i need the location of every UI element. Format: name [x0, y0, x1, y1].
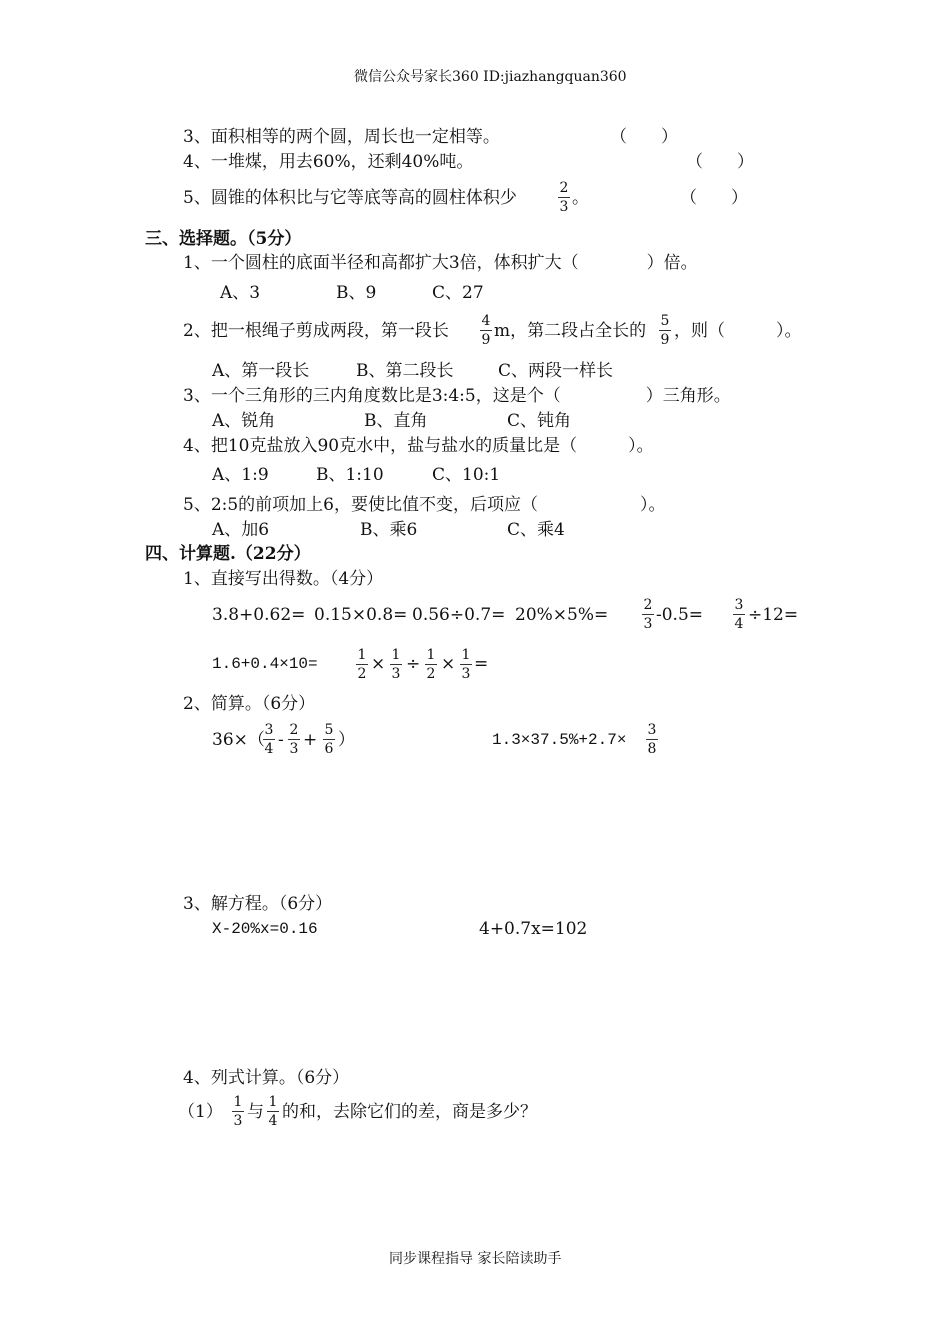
choice-q4: 4、把10克盐放入90克水中，盐与盐水的质量比是（ ）。: [183, 436, 654, 456]
choice-q2-opt-b: B、第二段长: [356, 361, 454, 381]
calc-s4-title: 4、列式计算。（6分）: [183, 1068, 350, 1088]
choice-q1-opt-a: A、3: [220, 283, 261, 303]
judge-q5: 5、圆锥的体积比与它等底等高的圆柱体积少: [183, 188, 517, 208]
calc-s1-item-8-fraction-3: 1 2: [426, 647, 436, 682]
section-choice-title: 三、选择题。（5分）: [145, 229, 302, 249]
calc-s3-a: X-20%x=0.16: [212, 920, 318, 938]
section-calc-title: 四、计算题.（22分）: [145, 544, 311, 564]
choice-q2-tail: ，则（ ）。: [674, 321, 802, 341]
calc-s1-item-6: ÷12=: [748, 605, 799, 625]
choice-q2-opt-a: A、第一段长: [212, 361, 310, 381]
calc-s1-item-8-fraction-4: 1 3: [461, 647, 471, 682]
calc-s3-title: 3、解方程。（6分）: [183, 894, 333, 914]
choice-q2-opt-c: C、两段一样长: [498, 361, 614, 381]
calc-s2-a-op-3: ）: [338, 730, 355, 750]
judge-q5-tail: 。: [572, 188, 589, 208]
calc-s1-item-1: 3.8+0.62=: [212, 605, 306, 625]
calc-s2-a-fraction-2: 2 3: [289, 722, 299, 757]
choice-q3-opt-b: B、直角: [364, 411, 428, 431]
calc-s2-b-fraction: 3 8: [647, 722, 657, 757]
calc-s2-title: 2、简算。（6分）: [183, 694, 316, 714]
calc-s2-a-fraction-3: 5 6: [324, 722, 334, 757]
choice-q5: 5、2:5的前项加上6，要使比值不变，后项应（ ）。: [183, 495, 666, 515]
calc-s1-item-5-fraction: 2 3: [643, 597, 653, 632]
calc-s1-item-8-op-2: ÷: [406, 654, 421, 674]
calc-s1-item-8-op-1: ×: [371, 654, 386, 674]
calc-s1-item-8-op-3: ×: [441, 654, 456, 674]
calc-s1-item-3: 0.56÷0.7=: [412, 605, 506, 625]
calc-s1-item-7: 1.6+0.4×10=: [212, 655, 318, 673]
choice-q5-opt-c: C、乘4: [507, 520, 565, 540]
calc-s1-item-8-fraction-2: 1 3: [391, 647, 401, 682]
choice-q2-mid: m，第二段占全长的: [494, 321, 647, 341]
calc-s4-a-fraction-2: 1 4: [268, 1094, 278, 1129]
calc-s1-item-5: -0.5=: [656, 605, 704, 625]
choice-q3: 3、一个三角形的三内角度数比是3:4:5，这是个（ ）三角形。: [183, 386, 731, 406]
choice-q1: 1、一个圆柱的底面半径和高都扩大3倍，体积扩大（ ）倍。: [183, 253, 698, 273]
calc-s4-a-fraction-1: 1 3: [233, 1094, 243, 1129]
choice-q3-opt-c: C、钝角: [507, 411, 572, 431]
calc-s4-a-mid: 与: [247, 1102, 264, 1122]
choice-q1-opt-c: C、27: [432, 283, 484, 303]
choice-q4-opt-b: B、1:10: [316, 465, 384, 485]
judge-q5-fraction: 2 3: [559, 180, 569, 215]
calc-s2-a-pre: 36×（: [212, 730, 265, 750]
choice-q1-opt-b: B、9: [336, 283, 377, 303]
calc-s1-item-2: 0.15×0.8=: [314, 605, 408, 625]
calc-s1-item-8-op-4: =: [474, 654, 489, 674]
choice-q4-opt-a: A、1:9: [212, 465, 269, 485]
calc-s1-item-4: 20%×5%=: [515, 605, 609, 625]
page-header: 微信公众号家长360 ID:jiazhangquan360: [354, 69, 627, 85]
calc-s4-a-post: 的和，去除它们的差，商是多少？: [282, 1102, 537, 1122]
choice-q2-fraction-1: 4 9: [481, 313, 491, 348]
choice-q5-opt-a: A、加6: [212, 520, 270, 540]
choice-q2-fraction-2: 5 9: [660, 313, 670, 348]
calc-s3-b: 4+0.7x=102: [479, 919, 588, 939]
judge-q3: 3、面积相等的两个圆，周长也一定相等。: [183, 127, 500, 147]
choice-q4-opt-c: C、10:1: [432, 465, 501, 485]
page-footer: 同步课程指导 家长陪读助手: [389, 1251, 562, 1267]
calc-s1-item-6-fraction: 3 4: [734, 597, 744, 632]
choice-q3-opt-a: A、锐角: [212, 411, 276, 431]
calc-s2-a-op-2: +: [303, 730, 318, 750]
calc-s1-item-8-fraction-1: 1 2: [357, 647, 367, 682]
choice-q2: 2、把一根绳子剪成两段，第一段长: [183, 321, 449, 341]
calc-s2-b: 1.3×37.5%+2.7×: [492, 731, 627, 749]
choice-q5-opt-b: B、乘6: [360, 520, 418, 540]
judge-q3-bracket: （ ）: [610, 127, 678, 147]
calc-s2-a-op-1: -: [278, 730, 284, 750]
judge-q5-bracket: （ ）: [680, 188, 748, 208]
judge-q4: 4、一堆煤，用去60%，还剩40%吨。: [183, 152, 474, 172]
calc-s4-a-pre: （1）: [178, 1102, 223, 1122]
calc-s1-title: 1、直接写出得数。（4分）: [183, 569, 384, 589]
calc-s2-a-fraction-1: 3 4: [264, 722, 274, 757]
judge-q4-bracket: （ ）: [686, 152, 754, 172]
